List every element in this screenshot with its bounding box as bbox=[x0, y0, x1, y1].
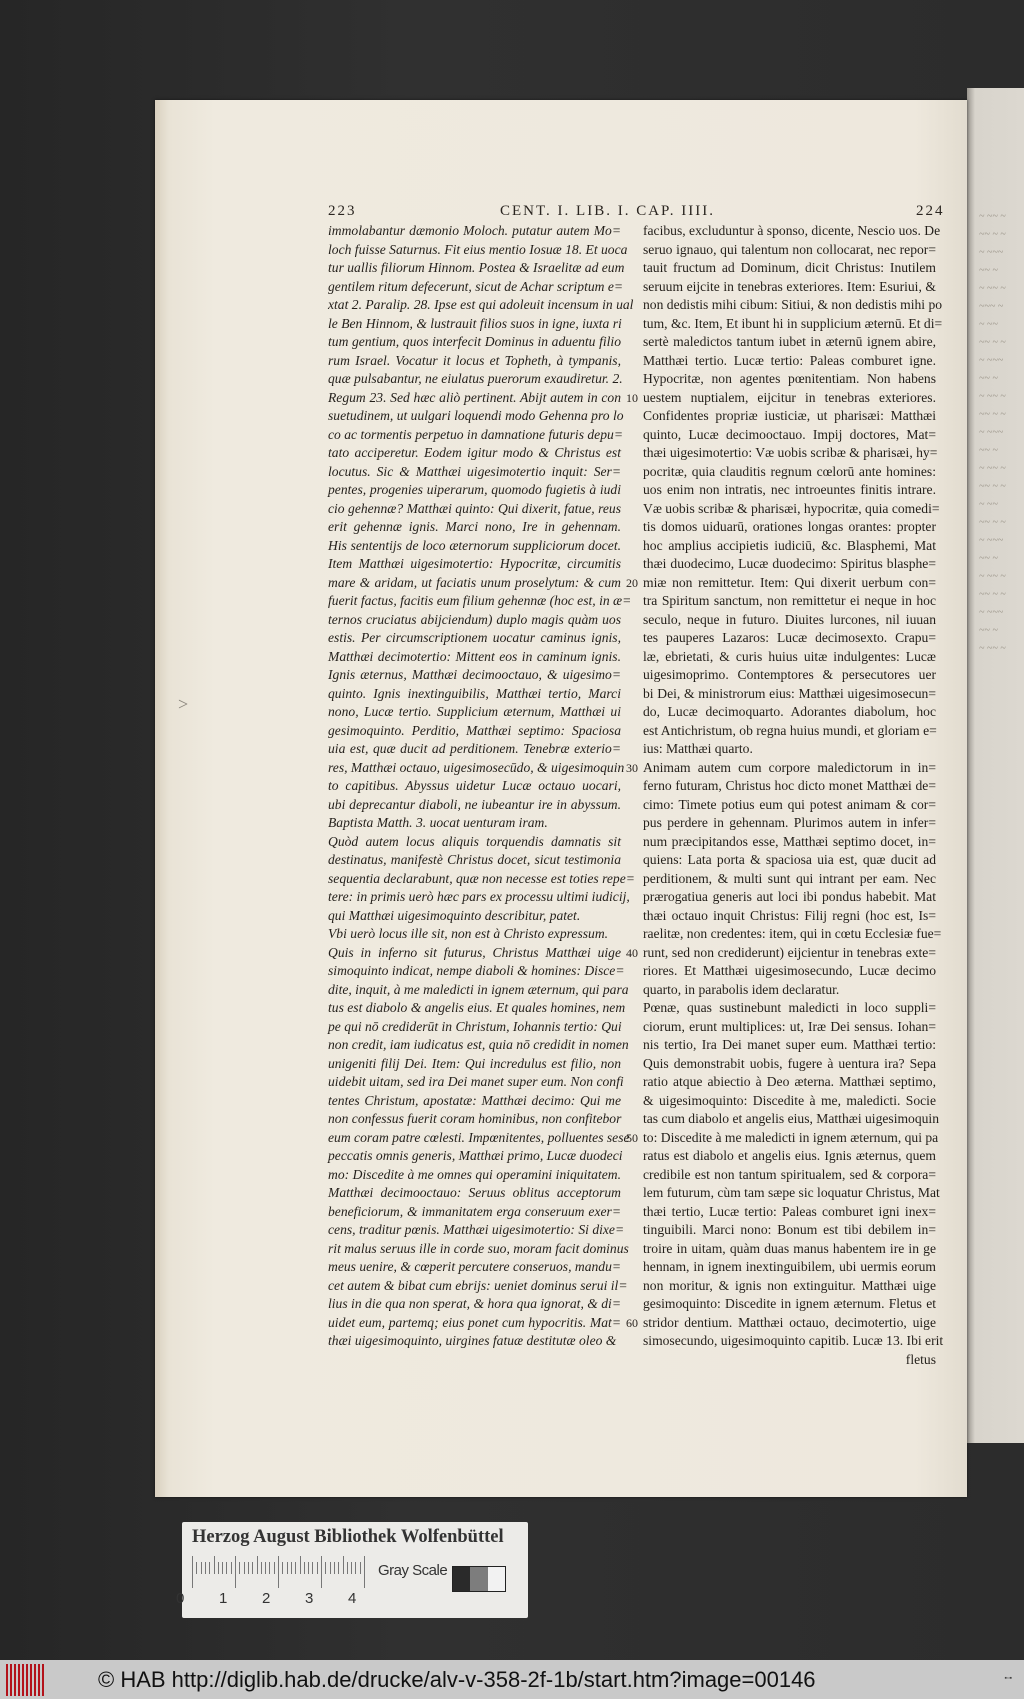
ruler-tick bbox=[269, 1562, 270, 1574]
text-line: Vbi uerò locus ille sit, non est à Christo expressum. bbox=[328, 926, 609, 941]
card-title: Herzog August Bibliothek Wolfenbüttel bbox=[192, 1527, 504, 1547]
ruler-tick bbox=[291, 1562, 292, 1574]
ruler-tick bbox=[360, 1562, 361, 1574]
text-line: tis domos uiduarū, orationes longas orantes: propter bbox=[643, 519, 936, 534]
ruler-tick bbox=[343, 1556, 344, 1574]
text-line: ius: Matthæi quarto. bbox=[643, 741, 753, 756]
text-line: seculo, neque in futuro. Diuites lurcones, nil iuuan bbox=[643, 611, 936, 627]
text-line: sertè maledictos tantum iubet in æternū ignem abire, bbox=[643, 334, 936, 349]
ruler-tick bbox=[364, 1556, 365, 1588]
text-line: uigesimoprimo. Contemptores & persecutores uer bbox=[643, 667, 936, 682]
text-line: uidebit uitam, sed ira Dei manet super eum. Non confi bbox=[328, 1074, 624, 1089]
ruler-tick bbox=[304, 1562, 305, 1574]
line-number: 40 bbox=[626, 945, 638, 960]
ruler-tick bbox=[287, 1562, 288, 1574]
ruler-tick bbox=[239, 1562, 240, 1574]
text-line: ferno futuram, Christus hoc dicto monet Matthæi de= bbox=[643, 778, 936, 793]
ruler-tick bbox=[347, 1562, 348, 1574]
running-title: CENT. I. LIB. I. CAP. IIII. bbox=[500, 203, 715, 219]
footer-bar bbox=[0, 1660, 1024, 1699]
ruler-tick bbox=[265, 1562, 266, 1574]
ruler-tick bbox=[209, 1562, 210, 1574]
ruler-tick bbox=[252, 1562, 253, 1574]
ruler-tick bbox=[325, 1562, 326, 1574]
line-number: 20 bbox=[626, 575, 638, 590]
gray-swatch bbox=[488, 1567, 505, 1591]
catchword: fletus bbox=[905, 1351, 936, 1367]
text-line: tinguibili. Marci nono: Bonum est tibi debilem in= bbox=[643, 1222, 936, 1237]
text-line: destinatus, manifestè Christus docet, sicut testimonia bbox=[328, 852, 621, 867]
text-line: perditionem, & multi sunt qui intrant per eam. Nec bbox=[643, 870, 936, 886]
text-line: qui Matthæi uigesimoquinto describitur, patet. bbox=[328, 907, 581, 923]
text-line: fuerit factus, facitis eum filium gehennæ (hoc est, in æ= bbox=[328, 593, 632, 608]
footer-mark: ▪▫▪ bbox=[1004, 1675, 1012, 1682]
text-line: peccatis omnis generis, Matthæi primo, Lucæ duodeci bbox=[328, 1148, 623, 1163]
text-line: Hypocritæ, non agentes pœnitentiam. Non habens bbox=[643, 371, 936, 386]
page-number-left: 223 bbox=[328, 203, 357, 219]
ruler-tick bbox=[295, 1562, 296, 1574]
text-line: non credit, iam iudicatus est, quia nō credidit in nomen bbox=[328, 1037, 629, 1052]
right-text-column bbox=[643, 222, 944, 1369]
text-line: tus est diabolo & angelis eius. Et quales homines, nem bbox=[328, 1000, 626, 1015]
text-line: riores. Et Matthæi uigesimosecundo, Lucæ decimo bbox=[643, 963, 936, 978]
text-line: quarto, in parabolis idem declaratur. bbox=[643, 981, 840, 997]
ruler-tick bbox=[261, 1562, 262, 1574]
text-line: quinto, Lucæ decimooctauo. Impij doctores, Mat= bbox=[643, 426, 936, 442]
ruler-tick bbox=[308, 1562, 309, 1574]
gray-swatch bbox=[453, 1567, 470, 1591]
text-line: Quis demonstrabit uobis, fugere à uentura ira? Sepa bbox=[643, 1055, 936, 1071]
line-number: 60 bbox=[626, 1315, 638, 1330]
text-line: thæi duodecimo, Lucæ duodecimo: Spiritus blasphe= bbox=[643, 556, 936, 571]
text-line: xtat 2. Paralip. 28. Ipse est qui adoleuit incensum in ual bbox=[328, 297, 634, 312]
text-line: lem futurum, cùm tam sæpe sic loquatur Christus, Mat bbox=[643, 1185, 940, 1200]
text-line: tere: in primis uerò hæc pars ex processu ultimi iudicij, bbox=[328, 889, 630, 904]
ruler-tick bbox=[355, 1562, 356, 1574]
text-line: rum Israel. Vocatur it locus et Topheth, à tympanis, bbox=[328, 352, 621, 368]
text-line: Matthæi decimooctauo: Seruus oblitus acceptorum bbox=[328, 1185, 621, 1200]
text-line: seruum eijcite in tenebras exteriores. Item: Esuriui, & bbox=[643, 278, 936, 294]
ruler-number: 4 bbox=[348, 1590, 357, 1607]
text-line: Matthæi decimotertio: Mittent eos in caminum ignis. bbox=[328, 648, 621, 664]
text-line: quiens: Lata porta & spaciosa uia est, quæ ducit ad bbox=[643, 852, 936, 867]
text-line: quinto. Ignis inextinguibilis, Matthæi tertio, Marci bbox=[328, 685, 621, 701]
text-line: uos enim non intratis, nec introeuntes finitis intrare. bbox=[643, 482, 936, 497]
text-line: gesimoquinto. Perditio, Matthæi septimo: Spaciosa bbox=[328, 722, 621, 738]
text-line: uidet eum, partemq; eius ponet cum hypocritis. Mat= bbox=[328, 1314, 621, 1330]
footer-url[interactable]: © HAB http://diglib.hab.de/drucke/alv-v-358-2f-1b/start.htm?image=00146 bbox=[98, 1667, 816, 1692]
ruler-tick bbox=[192, 1556, 193, 1588]
text-line: unigeniti filij Dei. Item: Qui incredulus est filio, non bbox=[328, 1055, 621, 1071]
text-line: Quis in inferno sit futurus, Christus Matthæi uige bbox=[328, 944, 621, 960]
ruler-tick bbox=[312, 1562, 313, 1574]
text-line: tum, &c. Item, Et ibunt hi in supplicium æternū. Et di= bbox=[643, 315, 943, 331]
text-line: tauit fructum ad Dominum, dicit Christus: Inutilem bbox=[643, 260, 936, 275]
text-line: thæi tertio, Lucæ tertio: Paleas comburet igni inex= bbox=[643, 1203, 936, 1219]
text-line: tato acciperetur. Eodem igitur modo & Christus est bbox=[328, 445, 621, 460]
ruler-tick bbox=[201, 1562, 202, 1574]
calibration-card bbox=[176, 1522, 528, 1618]
text-line: cio gehennæ? Matthæi quinto: Qui dixerit, fatue, reus bbox=[328, 500, 621, 516]
text-line: hennam, in ignem inextinguibilem, ubi uermis eorum bbox=[643, 1259, 936, 1274]
text-line: res, Matthæi octauo, uigesimosecūdo, & uigesimoquin bbox=[328, 759, 625, 775]
text-line: num præcipitandos esse, Matthæi septimo docet, in= bbox=[643, 833, 936, 849]
text-line: Quòd autem locus aliquis torquendis damnatis sit bbox=[328, 833, 621, 849]
text-line: bi Dei, & ministrorum eius: Matthæi uigesimosecun= bbox=[643, 685, 936, 701]
text-line: raelitæ, non credentes: item, qui in cœtu Ecclesiæ fue= bbox=[643, 926, 942, 941]
text-line: simoquinto indicat, nempe diaboli & homines: Disce= bbox=[328, 963, 625, 978]
ruler-tick bbox=[282, 1562, 283, 1574]
text-line: ratio atque abiectio à Deo æterna. Matthæi septimo, bbox=[643, 1074, 936, 1089]
ruler-tick bbox=[274, 1562, 275, 1574]
ruler-tick bbox=[278, 1556, 279, 1588]
ruler-tick bbox=[338, 1562, 339, 1574]
text-line: seruo ignauo, qui talentum non collocarat, nec repor= bbox=[643, 241, 936, 257]
ruler-number: 2 bbox=[262, 1590, 271, 1607]
text-line: immolabantur dæmonio Moloch. putatur autem Mo= bbox=[328, 223, 621, 238]
ruler-tick bbox=[205, 1562, 206, 1574]
text-line: simosecundo, uigesimoquinto capitib. Lucæ 13. Ibi erit bbox=[643, 1333, 944, 1348]
text-line: non moritur, & ignis non extinguitur. Matthæi uige bbox=[643, 1277, 936, 1293]
ruler-number: 1 bbox=[219, 1590, 228, 1607]
adjacent-page-edge bbox=[967, 88, 1024, 1443]
text-line: thæi uigesimoquinto, uirgines fatuæ destitutæ oleo & bbox=[328, 1333, 617, 1348]
text-line: læ, ebrietati, & curis huius uitæ indulgentes: Lucæ bbox=[643, 648, 936, 664]
text-line: Item Matthæi uigesimotertio: Hypocritæ, circumitis bbox=[328, 556, 621, 571]
adjacent-page-bleed-text: ~ ~~ ~ ~~ ~ ~ ~ ~~~ ~~ ~ ~ ~~ ~ ~~~ ~ ~ ~~ ~~ ~ ~ ~ ~~~ ~~ ~ ~ ~~ ~ ~~ ~ ~ ~ ~~~ ~~ ~ ~ ~~ ~ ~~ ~ ~ ~ ~~ ~~ ~ ~ ~ ~~~ ~~ ~ ~ ~~ ~ ~~ ~ ~ ~ ~~~ ~~ ~ ~ ~~ ~ bbox=[979, 211, 1006, 654]
text-line: beneficiorum, & immanitatem erga conseruum exer= bbox=[328, 1203, 621, 1219]
text-line: & uigesimoquinto: Discedite à me, maledicti. Socie bbox=[643, 1092, 936, 1108]
text-line: tra Spiritum sanctum, non remittetur ei neque in hoc bbox=[643, 593, 936, 608]
text-line: quæ pulsabantur, ne eiulatus puerorum exaudiretur. 2. bbox=[328, 371, 623, 386]
text-line: tur uallis filiorum Hinnom. Postea & Israelitæ ad eum bbox=[328, 260, 625, 275]
ruler-tick bbox=[222, 1562, 223, 1574]
text-line: eum coram patre cœlesti. Impœnitentes, polluentes sese bbox=[328, 1129, 630, 1145]
ruler-tick bbox=[196, 1562, 197, 1574]
text-line: to capitibus. Abyssus uidetur Lucæ octauo uocari, bbox=[328, 778, 621, 793]
text-line: loch fuisse Saturnus. Fit eius mentio Iosuæ 18. Et uoca bbox=[328, 241, 628, 257]
text-line: His sententijs de loco æternorum suppliciorum docet. bbox=[328, 537, 621, 553]
ruler-tick bbox=[235, 1556, 236, 1588]
text-line: Ignis æternus, Matthæi decimooctauo, & uigesimo= bbox=[328, 667, 621, 682]
text-line: Animam autem cum corpore maledictorum in in= bbox=[643, 759, 936, 775]
text-line: erit gehennæ ignis. Marci nono, Ire in gehennam. bbox=[328, 519, 621, 534]
ruler-number: 0 bbox=[176, 1590, 185, 1607]
ruler-tick bbox=[244, 1562, 245, 1574]
text-line: runt, sed non crediderunt) eijcientur in tenebras exte= bbox=[643, 944, 936, 960]
text-line: Baptista Matth. 3. uocat uenturam iram. bbox=[328, 815, 548, 830]
text-line: estis. Per circumscriptionem uocatur caminus ignis, bbox=[328, 630, 621, 645]
text-line: co ac tormentis perpetuo in damnatione futuris depu= bbox=[328, 426, 623, 442]
text-line: ciorum, erunt multiplices: ut, Iræ Dei sensus. Iohan= bbox=[643, 1018, 936, 1034]
text-line: cet autem & bibat cum ebrijs: ueniet dominus serui il= bbox=[328, 1277, 628, 1293]
ruler-tick bbox=[300, 1556, 301, 1574]
text-line: tes pauperes Lazaros: Lucæ decimosexto. Crapu= bbox=[643, 630, 936, 645]
text-line: non dedistis mihi cibum: Sitiui, & non dedistis mihi po bbox=[643, 297, 943, 312]
text-line: mo: Discedite à me omnes qui operamini iniquitatem. bbox=[328, 1166, 621, 1182]
text-line: pocritæ, quia clauditis regnum cœlorū ante homines: bbox=[643, 463, 936, 479]
text-line: Væ uobis scribæ & pharisæi, hypocritæ, quia comedi= bbox=[643, 500, 940, 516]
ruler-tick bbox=[214, 1556, 215, 1574]
text-line: dite, inquit, à me maledicti in ignem æternum, qui para bbox=[328, 981, 629, 997]
text-line: meus uenire, & cœperit percutere conseruos, mandu= bbox=[328, 1259, 622, 1274]
ruler-tick bbox=[231, 1562, 232, 1574]
text-line: est Antichristum, ob regna huius mundi, et gloriam e= bbox=[643, 722, 937, 738]
line-number: 30 bbox=[626, 760, 638, 775]
text-line: pe qui nō crediderūt in Christum, Iohannis tertio: Qui bbox=[328, 1018, 622, 1034]
text-line: tum gentium, quos interfecit Dominus in aduentu filio bbox=[328, 334, 621, 349]
text-line: miæ non remittetur. Item: Qui dixerit uerbum con= bbox=[643, 574, 936, 590]
text-line: locutus. Sic & Matthæi uigesimotertio inquit: Ser= bbox=[328, 463, 621, 479]
line-number: 10 bbox=[626, 390, 638, 405]
text-line: lius in die qua non sperat, & hora qua ignorat, & di= bbox=[328, 1296, 621, 1311]
text-line: stridor dentium. Matthæi octauo, decimotertio, uige bbox=[643, 1314, 936, 1330]
text-line: facibus, excluduntur à sponso, dicente, Nescio uos. De bbox=[643, 223, 941, 238]
text-line: Regum 23. Sed hæc aliò pertinent. Abijt autem in con bbox=[328, 389, 621, 405]
gray-scale-swatches bbox=[452, 1566, 506, 1592]
line-number: 50 bbox=[626, 1130, 638, 1145]
text-line: nono, Lucæ tertio. Supplicium æternum, Matthæi ui bbox=[328, 704, 621, 719]
text-line: do, Lucæ decimoquarto. Adorantes diabolum, hoc bbox=[643, 704, 936, 719]
text-line: Matthæi tertio. Lucæ tertio: Paleas comburet igne. bbox=[643, 352, 936, 368]
text-line: prærogatiua generis aut loci ibi pondus habebit. Mat bbox=[643, 889, 936, 904]
text-line: Confidentes propriæ iusticiæ, ut pharisæi: Matthæi bbox=[643, 408, 936, 423]
text-line: ratus est diabolo et angelis eius. Ignis æternus, quem bbox=[643, 1148, 936, 1163]
gray-scale-label: Gray Scale bbox=[378, 1562, 448, 1579]
text-line: pus perdere in gehennam. Plurimos autem in infer= bbox=[643, 815, 936, 830]
text-line: Pœnæ, quas sustinebunt maledicti in loco suppli= bbox=[643, 1000, 936, 1015]
text-line: cimo: Timete potius eum qui potest animam & cor= bbox=[643, 796, 936, 812]
text-line: troire in uitam, quàm duas manus habentem ire in ge bbox=[643, 1240, 936, 1256]
text-line: ubi deprecantur diaboli, ne iubeantur ire in abyssum. bbox=[328, 796, 621, 812]
page-number-right: 224 bbox=[916, 203, 945, 219]
text-line: le Ben Hinnom, & lustrauit filios suos in igne, iuxta ri bbox=[328, 315, 622, 331]
margin-mark-icon: > bbox=[178, 694, 189, 714]
text-line: gentilem ritum defecerunt, sicut de Achar scriptum e= bbox=[328, 278, 624, 294]
ruler-tick bbox=[257, 1556, 258, 1574]
text-line: tentes Christum, apostatæ: Matthæi decimo: Qui me bbox=[328, 1092, 621, 1108]
text-line: sequentia declarabunt, quæ non necesse est toties repe= bbox=[328, 870, 635, 886]
text-line: to: Discedite à me maledicti in ignem æternum, qui pa bbox=[643, 1129, 939, 1145]
ruler bbox=[192, 1556, 364, 1588]
text-line: credibile est non tantum spiritualem, sed & corpora= bbox=[643, 1166, 936, 1182]
text-line: pentes, progenies uiperarum, quomodo fugietis à iudi bbox=[328, 482, 621, 497]
ruler-tick bbox=[248, 1562, 249, 1574]
text-line: nis tertio, Ira Dei manet super eum. Matthæi tertio: bbox=[643, 1037, 936, 1052]
text-line: mare & aridam, ut faciatis unum proselytum: & cum bbox=[328, 574, 621, 590]
ruler-tick bbox=[351, 1562, 352, 1574]
text-line: thæi uigesimotertio: Væ uobis scribæ & pharisæi, hy= bbox=[643, 445, 938, 460]
ruler-tick bbox=[317, 1562, 318, 1574]
text-line: ternos cruciatus abijciendum) duplo magis quàm uos bbox=[328, 611, 621, 627]
ruler-tick bbox=[321, 1556, 322, 1588]
text-line: thæi octauo inquit Christus: Filij regni (hoc est, Is= bbox=[643, 907, 936, 923]
text-line: uestem nuptialem, eijcitur in tenebras exteriores. bbox=[643, 389, 936, 405]
text-line: uia est, quæ ducit ad perditionem. Tenebræ exterio= bbox=[328, 741, 621, 756]
text-line: non confessus fuerit coram hominibus, non confitebor bbox=[328, 1111, 622, 1126]
ruler-tick bbox=[218, 1562, 219, 1574]
text-line: rit malus seruus ille in corde suo, moram facit dominus bbox=[328, 1240, 629, 1256]
text-line: hoc amplius accipietis iudiciū, &c. Blasphemi, Mat bbox=[643, 537, 936, 553]
gray-swatch bbox=[470, 1567, 487, 1591]
ruler-tick bbox=[226, 1562, 227, 1574]
ruler-tick bbox=[334, 1562, 335, 1574]
ruler-number: 3 bbox=[305, 1590, 314, 1607]
ruler-tick bbox=[330, 1562, 331, 1574]
text-line: suetudinem, ut uulgari loquendi modo Gehenna pro lo bbox=[328, 408, 624, 423]
text-line: tas cum diabolo et angelis eius, Matthæi uigesimoquin bbox=[643, 1111, 940, 1126]
text-line: cens, traditur pœnis. Matthæi uigesimotertio: Si dixe= bbox=[328, 1222, 625, 1237]
text-line: gesimoquinto: Discedite in ignem æternum. Fletus et bbox=[643, 1296, 936, 1311]
hab-logo-icon bbox=[6, 1664, 44, 1696]
